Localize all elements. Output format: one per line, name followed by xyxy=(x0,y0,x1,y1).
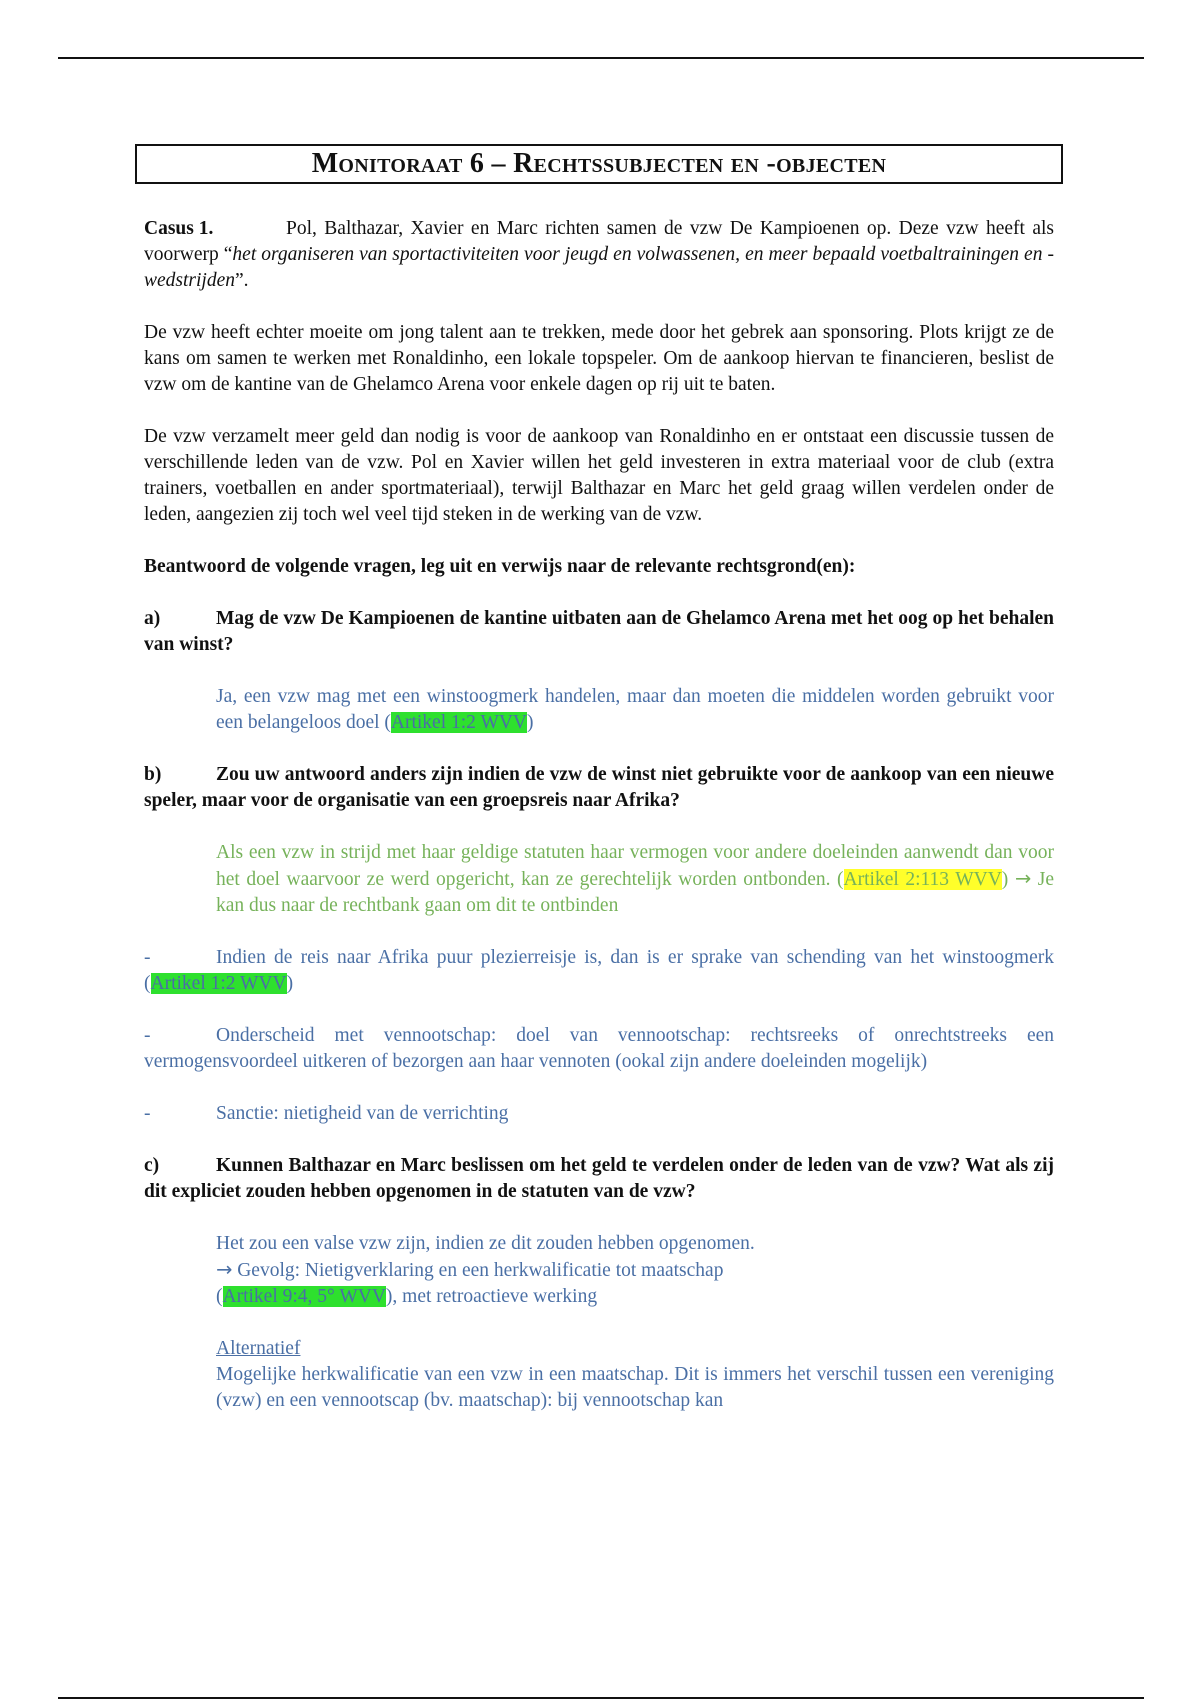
answer-a: Ja, een vzw mag met een winstoogmerk handelen, maar dan moeten die middelen worden gebruikt voor een belangeloos doel (Artikel 1:2 WVV) xyxy=(216,686,1054,733)
answer-b-reference: Artikel 2:113 WVV xyxy=(843,869,1002,890)
answer-c-line-1: Het zou een valse vzw zijn, indien ze dit zouden hebben opgenomen. xyxy=(216,1233,755,1254)
bottom-rule xyxy=(58,1697,1144,1699)
document-body xyxy=(144,216,1054,1414)
bullet-mark: - xyxy=(144,1025,151,1046)
top-rule xyxy=(58,57,1144,59)
question-c: c) Kunnen Balthazar en Marc beslissen om het geld te verdelen onder de leden van de vzw? Wat als zij dit expliciet zouden hebben opgenomen in de statuten van de vzw? xyxy=(144,1155,1054,1202)
answer-b-bullet-3: - Sanctie: nietigheid van de verrichting xyxy=(144,1101,1054,1127)
question-c-label: c) xyxy=(144,1155,160,1176)
question-b-label: b) xyxy=(144,764,162,785)
answer-b-bullet-1: - Indien de reis naar Afrika puur plezierreisje is, dan is er sprake van schending van het winstoogmerk (Artikel 1:2 WVV) xyxy=(144,947,1054,994)
answer-b: Als een vzw in strijd met haar geldige statuten haar vermogen voor andere doeleinden aanwendt dan voor het doel waarvoor ze werd opgericht, kan ze gerechtelijk worden ontbonden. (Artikel 2:113 WVV) → Je kan dus naar de rechtbank gaan om dit te ontbinden xyxy=(216,842,1054,916)
alternative-heading: Alternatief xyxy=(216,1338,301,1359)
vzw-purpose: het organiseren van sportactiviteiten voor jeugd en volwassenen, en meer bepaald voetbaltrainingen en -wedstrijden xyxy=(144,244,1054,291)
answer-c-line-3: (Artikel 9:4, 5° WVV), met retroactieve werking xyxy=(216,1286,598,1307)
arrow-icon: → xyxy=(216,1258,233,1281)
bullet-1-reference: Artikel 1:2 WVV xyxy=(150,973,287,994)
casus-paragraph-1: Casus 1. Pol, Balthazar, Xavier en Marc richten samen de vzw De Kampioenen op. Deze vzw heeft als voorwerp “het organiseren van sportactiviteiten voor jeugd en volwassenen, en meer bepaald voetbaltrainingen en -wedstrijden”. xyxy=(144,218,1054,291)
casus-paragraph-2: De vzw heeft echter moeite om jong talent aan te trekken, mede door het gebrek aan sponsoring. Plots krijgt ze de kans om samen te werken met Ronaldinho, een lokale topspeler. Om de aankoop hiervan te financieren, beslist de vzw om de kantine van de Ghelamco Arena voor enkele dagen op rij uit te baten. xyxy=(144,322,1054,395)
answer-c-reference: Artikel 9:4, 5° WVV xyxy=(222,1286,386,1307)
bullet-mark: - xyxy=(144,947,151,968)
arrow-icon: → xyxy=(1014,867,1032,890)
alternative-text: Mogelijke herkwalificatie van een vzw in een maatschap. Dit is immers het verschil tussen een vereniging (vzw) en een vennootscap (bv. maatschap): bij vennootschap kan xyxy=(216,1364,1054,1411)
answer-a-reference: Artikel 1:2 WVV xyxy=(390,712,528,733)
question-a-label: a) xyxy=(144,608,161,629)
bullet-mark: - xyxy=(144,1103,151,1124)
answer-c xyxy=(216,1231,1054,1414)
document-title: Monitoraat 6 – Rechtssubjecten en -objecten xyxy=(135,144,1063,184)
instruction: Beantwoord de volgende vragen, leg uit en verwijs naar de relevante rechtsgrond(en): xyxy=(144,556,856,577)
question-a: a) Mag de vzw De Kampioenen de kantine uitbaten aan de Ghelamco Arena met het oog op het behalen van winst? xyxy=(144,608,1054,655)
casus-paragraph-3: De vzw verzamelt meer geld dan nodig is voor de aankoop van Ronaldinho en er ontstaat een discussie tussen de verschillende leden van de vzw. Pol en Xavier willen het geld investeren in extra materiaal voor de club (extra trainers, voetballen en ander sportmateriaal), terwijl Balthazar en Marc het geld graag willen verdelen onder de leden, aangezien zij toch wel veel tijd steken in de werking van de vzw. xyxy=(144,426,1054,525)
answer-c-line-2: → Gevolg: Nietigverklaring en een herkwalificatie tot maatschap xyxy=(216,1258,724,1281)
question-b: b) Zou uw antwoord anders zijn indien de vzw de winst niet gebruikte voor de aankoop van een nieuwe speler, maar voor de organisatie van een groepsreis naar Afrika? xyxy=(144,764,1054,811)
casus-label: Casus 1. xyxy=(144,218,214,239)
answer-b-bullet-2: - Onderscheid met vennootschap: doel van vennootschap: rechtsreeks of onrechtstreeks een vermogensvoordeel uitkeren of bezorgen aan haar vennoten (ookal zijn andere doeleinden mogelijk) xyxy=(144,1025,1054,1072)
